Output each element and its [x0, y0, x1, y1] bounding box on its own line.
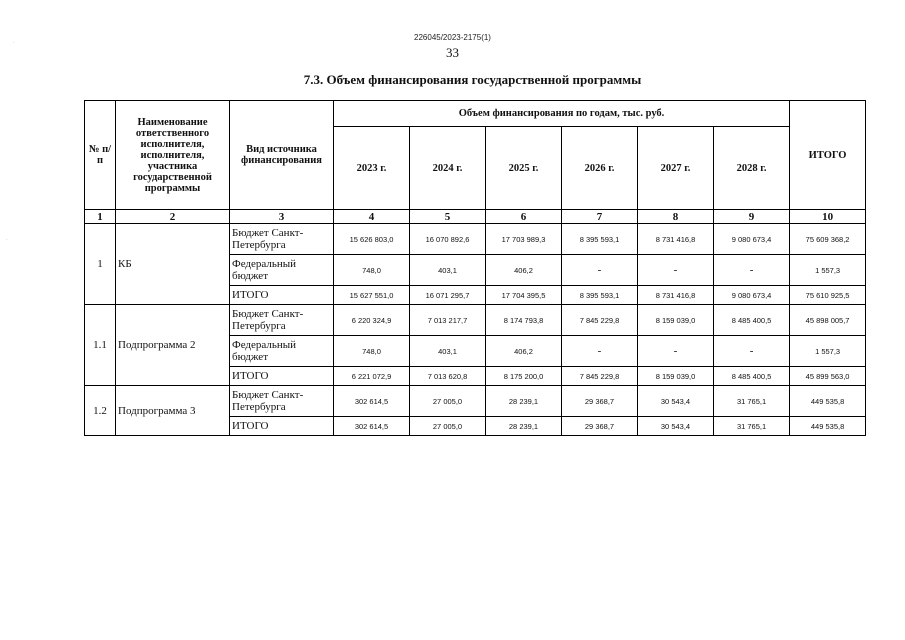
col-header-num: № п/п [85, 101, 116, 210]
col-number: 9 [714, 210, 790, 224]
cell-value: - [714, 336, 790, 367]
row-executor: Подпрограмма 2 [116, 305, 230, 386]
table-row [85, 224, 866, 255]
cell-value: 16 070 892,6 [410, 224, 486, 255]
row-source: Бюджет Санкт-Петербурга [230, 224, 334, 255]
cell-value: 406,2 [486, 336, 562, 367]
col-header-year: 2028 г. [714, 127, 790, 210]
row-source: Бюджет Санкт-Петербурга [230, 305, 334, 336]
row-executor: КБ [116, 224, 230, 305]
cell-value: 748,0 [334, 336, 410, 367]
cell-total: 45 899 563,0 [790, 367, 866, 386]
cell-total: 75 609 368,2 [790, 224, 866, 255]
cell-value: - [714, 255, 790, 286]
row-source: Федеральный бюджет [230, 255, 334, 286]
margin-mark: · [6, 237, 8, 243]
cell-value: 7 845 229,8 [562, 305, 638, 336]
cell-value: 31 765,1 [714, 417, 790, 436]
cell-value: 29 368,7 [562, 417, 638, 436]
row-source: ИТОГО [230, 367, 334, 386]
cell-value: 7 013 620,8 [410, 367, 486, 386]
cell-total: 1 557,3 [790, 336, 866, 367]
cell-value: 15 626 803,0 [334, 224, 410, 255]
cell-value: 406,2 [486, 255, 562, 286]
cell-value: - [562, 336, 638, 367]
col-number: 1 [85, 210, 116, 224]
cell-value: 17 704 395,5 [486, 286, 562, 305]
table-row [85, 305, 866, 336]
cell-value: 6 221 072,9 [334, 367, 410, 386]
cell-value: 748,0 [334, 255, 410, 286]
col-header-year: 2024 г. [410, 127, 486, 210]
cell-value: 8 731 416,8 [638, 224, 714, 255]
cell-total: 45 898 005,7 [790, 305, 866, 336]
cell-value: - [638, 336, 714, 367]
table-row [85, 386, 866, 417]
cell-value: 8 731 416,8 [638, 286, 714, 305]
cell-value: 17 703 989,3 [486, 224, 562, 255]
cell-value: 403,1 [410, 255, 486, 286]
cell-total: 1 557,3 [790, 255, 866, 286]
col-number: 5 [410, 210, 486, 224]
col-header-total: ИТОГО [790, 101, 866, 210]
cell-value: 28 239,1 [486, 417, 562, 436]
cell-value: 29 368,7 [562, 386, 638, 417]
row-source: Бюджет Санкт-Петербурга [230, 386, 334, 417]
col-header-funding-group: Объем финансирования по годам, тыс. руб. [334, 101, 790, 127]
cell-value: 7 013 217,7 [410, 305, 486, 336]
cell-value: 8 395 593,1 [562, 286, 638, 305]
col-header-year: 2026 г. [562, 127, 638, 210]
cell-value: 9 080 673,4 [714, 224, 790, 255]
cell-value: 31 765,1 [714, 386, 790, 417]
cell-value: 8 175 200,0 [486, 367, 562, 386]
row-index: 1.1 [85, 305, 116, 386]
row-source: Федеральный бюджет [230, 336, 334, 367]
row-index: 1 [85, 224, 116, 305]
col-number: 10 [790, 210, 866, 224]
cell-value: 8 395 593,1 [562, 224, 638, 255]
cell-value: 8 174 793,8 [486, 305, 562, 336]
col-header-year: 2027 г. [638, 127, 714, 210]
cell-value: 6 220 324,9 [334, 305, 410, 336]
page-number: 33 [446, 45, 459, 60]
cell-value: 15 627 551,0 [334, 286, 410, 305]
cell-value: 403,1 [410, 336, 486, 367]
cell-value: 27 005,0 [410, 386, 486, 417]
cell-value: 8 159 039,0 [638, 305, 714, 336]
col-header-year: 2023 г. [334, 127, 410, 210]
row-source: ИТОГО [230, 286, 334, 305]
cell-value: 302 614,5 [334, 386, 410, 417]
cell-value: 30 543,4 [638, 386, 714, 417]
col-header-name: Наименование ответственного исполнителя, исполнителя, участника государственной программы [116, 101, 230, 210]
col-number: 4 [334, 210, 410, 224]
cell-value: - [562, 255, 638, 286]
cell-total: 449 535,8 [790, 417, 866, 436]
funding-table [84, 100, 866, 436]
margin-mark: · [13, 40, 15, 46]
row-source: ИТОГО [230, 417, 334, 436]
cell-total: 449 535,8 [790, 386, 866, 417]
cell-value: 30 543,4 [638, 417, 714, 436]
cell-value: 8 159 039,0 [638, 367, 714, 386]
cell-value: 8 485 400,5 [714, 305, 790, 336]
section-title: 7.3. Объем финансирования государственной программы [303, 72, 642, 87]
col-number: 8 [638, 210, 714, 224]
col-number: 2 [116, 210, 230, 224]
cell-value: 7 845 229,8 [562, 367, 638, 386]
cell-value: 27 005,0 [410, 417, 486, 436]
row-index: 1.2 [85, 386, 116, 436]
cell-value: 8 485 400,5 [714, 367, 790, 386]
document-id: 226045/2023-2175(1) [414, 33, 491, 42]
col-number: 7 [562, 210, 638, 224]
cell-value: 302 614,5 [334, 417, 410, 436]
cell-value: 28 239,1 [486, 386, 562, 417]
col-number: 6 [486, 210, 562, 224]
row-executor: Подпрограмма 3 [116, 386, 230, 436]
col-header-source: Вид источника финансирования [230, 101, 334, 210]
col-header-year: 2025 г. [486, 127, 562, 210]
cell-value: 16 071 295,7 [410, 286, 486, 305]
cell-value: 9 080 673,4 [714, 286, 790, 305]
col-number: 3 [230, 210, 334, 224]
cell-total: 75 610 925,5 [790, 286, 866, 305]
cell-value: - [638, 255, 714, 286]
